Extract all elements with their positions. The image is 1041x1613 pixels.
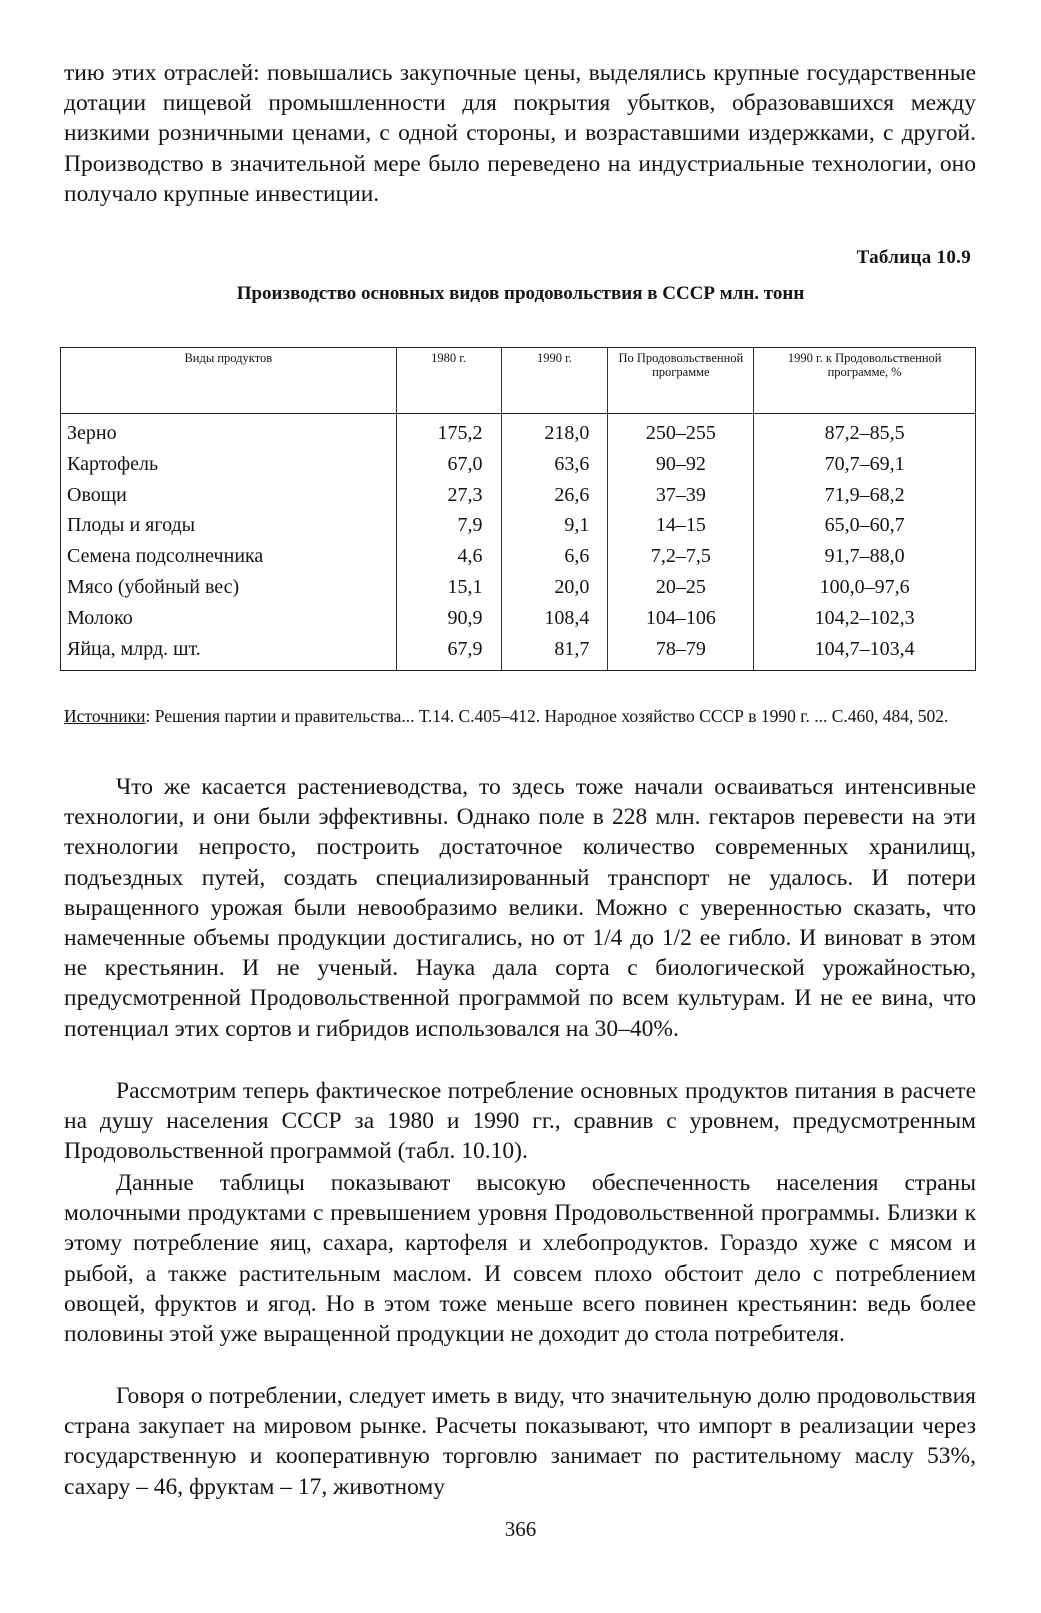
body-paragraph: Данные таблицы показывают высокую обеспеченность населения страны молочными продуктами с превышением уровня Продовольственной программы. Близки к этому потребление яиц, сахара, картофеля и хлебопродуктов. Гораздо хуже с мясом и рыбой, а также растительным маслом. И совсем плохо обстоит дело с потреблением овощей, фруктов и ягод. Но в этом тоже меньше всего повинен крестьянин: ведь более половины этой уже выращенной продукции не доходит до стола потребителя. xyxy=(64,1170,976,1348)
table-row xyxy=(61,480,976,511)
table-source-note xyxy=(64,704,976,728)
table-number: Таблица 10.9 xyxy=(856,247,971,268)
cell-1990: 218,0 xyxy=(501,414,608,449)
cell-1990: 9,1 xyxy=(501,510,608,541)
cell-1990: 108,4 xyxy=(501,603,608,634)
cell-product: Плоды и ягоды xyxy=(61,510,397,541)
cell-product: Мясо (убойный вес) xyxy=(61,572,397,603)
cell-1990: 63,6 xyxy=(501,449,608,480)
cell-program: 104–106 xyxy=(608,603,754,634)
cell-product: Картофель xyxy=(61,449,397,480)
cell-percent: 100,0–97,6 xyxy=(754,572,976,603)
cell-percent: 104,7–103,4 xyxy=(754,634,976,671)
cell-1990: 26,6 xyxy=(501,480,608,511)
cell-product: Семена подсолнечника xyxy=(61,541,397,572)
cell-percent: 71,9–68,2 xyxy=(754,480,976,511)
header-1990: 1990 г. xyxy=(501,348,608,414)
intro-paragraph: тию этих отраслей: повышались закупочные цены, выделялись крупные государственные дотации пищевой промышленности для покрытия убытков, образовавшихся между низкими розничными ценами, с одной стороны, и возраставшими издержками, с другой. Производство в значительной мере было переведено на индустриальные технологии, оно получало крупные инвестиции. xyxy=(64,60,976,207)
cell-1980: 7,9 xyxy=(396,510,501,541)
cell-program: 14–15 xyxy=(608,510,754,541)
table-row xyxy=(61,572,976,603)
cell-percent: 70,7–69,1 xyxy=(754,449,976,480)
cell-1980: 15,1 xyxy=(396,572,501,603)
cell-program: 7,2–7,5 xyxy=(608,541,754,572)
cell-program: 78–79 xyxy=(608,634,754,671)
table-row xyxy=(61,510,976,541)
header-1980: 1980 г. xyxy=(396,348,501,414)
cell-1980: 4,6 xyxy=(396,541,501,572)
cell-1990: 81,7 xyxy=(501,634,608,671)
cell-program: 20–25 xyxy=(608,572,754,603)
cell-1990: 6,6 xyxy=(501,541,608,572)
cell-1990: 20,0 xyxy=(501,572,608,603)
table-title: Производство основных видов продовольствия в СССР млн. тонн xyxy=(236,283,805,304)
cell-program: 250–255 xyxy=(608,414,754,449)
cell-percent: 87,2–85,5 xyxy=(754,414,976,449)
cell-product: Зерно xyxy=(61,414,397,449)
cell-program: 37–39 xyxy=(608,480,754,511)
cell-1980: 67,0 xyxy=(396,449,501,480)
cell-program: 90–92 xyxy=(608,449,754,480)
source-label: Источники xyxy=(64,706,146,726)
cell-product: Яйца, млрд. шт. xyxy=(61,634,397,671)
table-row xyxy=(61,634,976,671)
source-text: : Решения партии и правительства... Т.14. С.405–412. Народное хозяйство СССР в 1990 г. ... С.460, 484, 502. xyxy=(145,706,949,726)
cell-1980: 67,9 xyxy=(396,634,501,671)
cell-1980: 175,2 xyxy=(396,414,501,449)
table-row xyxy=(61,603,976,634)
header-program: По Продовольственной программе xyxy=(608,348,754,414)
table-row xyxy=(61,449,976,480)
cell-1980: 90,9 xyxy=(396,603,501,634)
cell-percent: 65,0–60,7 xyxy=(754,510,976,541)
header-product: Виды продуктов xyxy=(61,348,397,414)
table-row xyxy=(61,414,976,449)
cell-1980: 27,3 xyxy=(396,480,501,511)
cell-percent: 91,7–88,0 xyxy=(754,541,976,572)
cell-product: Овощи xyxy=(61,480,397,511)
table-row xyxy=(61,541,976,572)
cell-product: Молоко xyxy=(61,603,397,634)
header-percent: 1990 г. к Продовольственной программе, % xyxy=(754,348,976,414)
table-header-row xyxy=(61,348,976,414)
cell-percent: 104,2–102,3 xyxy=(754,603,976,634)
page-number: 366 xyxy=(504,1517,537,1541)
body-paragraph: Что же касается растениеводства, то здесь тоже начали осваиваться интенсивные технологии, и они были эффективны. Однако поле в 228 млн. гектаров перевести на эти технологии непросто, построить достаточное количество современных хранилищ, подъездных путей, создать специализированный транспорт не удалось. И потери выращенного урожая были невообразимо велики. Можно с уверенностью сказать, что намеченные объемы продукции достигались, но от 1/4 до 1/2 ее гибло. И виноват в этом не крестьянин. И не ученый. Наука дала сорта с биологической урожайностью, предусмотренной Продовольственной программой по всем культурам. И не ее вина, что потенциал этих сортов и гибридов использовался на 30–40%. xyxy=(64,774,976,1042)
body-paragraph: Говоря о потреблении, следует иметь в виду, что значительную долю продовольствия страна закупает на мировом рынке. Расчеты показывают, что импорт в реализации через государственную и кооперативную торговлю занимает по растительному маслу 53%, сахару – 46, фруктам – 17, животному xyxy=(64,1383,976,1500)
production-table xyxy=(60,347,976,671)
body-paragraph: Рассмотрим теперь фактическое потребление основных продуктов питания в расчете на душу населения СССР за 1980 и 1990 гг., сравнив с уровнем, предусмотренным Продовольственной программой (табл. 10.10). xyxy=(64,1078,976,1165)
